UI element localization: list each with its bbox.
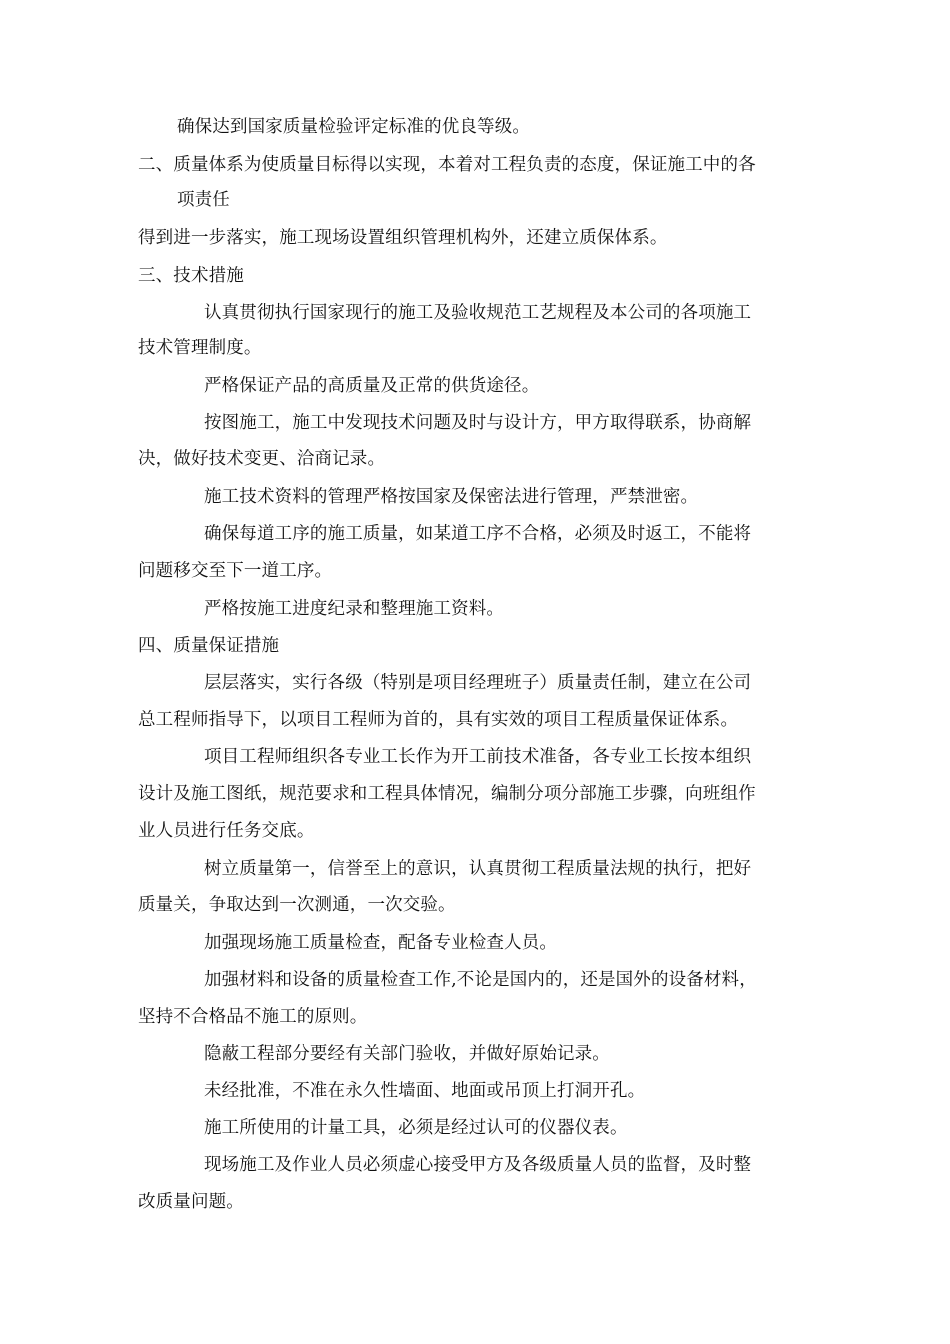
text-line: 改质量问题。 [138, 1192, 244, 1212]
text-line: 技术管理制度。 [138, 338, 262, 358]
text-line: 确保达到国家质量检验评定标准的优良等级。 [177, 117, 530, 137]
text-line: 严格保证产品的高质量及正常的供货途径。 [204, 376, 540, 396]
section-heading-3: 三、技术措施 [138, 266, 244, 286]
text-line: 施工所使用的计量工具，必须是经过认可的仪器仪表。 [204, 1118, 628, 1138]
text-line: 设计及施工图纸，规范要求和工程具体情况，编制分项分部施工步骤，向班组作 [138, 784, 756, 804]
section-heading-4: 四、质量保证措施 [138, 636, 280, 656]
text-line: 现场施工及作业人员必须虚心接受甲方及各级质量人员的监督，及时整 [204, 1155, 752, 1175]
text-line: 问题移交至下一道工序。 [138, 561, 333, 581]
text-line: 层层落实，实行各级（特别是项目经理班子）质量责任制，建立在公司 [204, 673, 752, 693]
text-line: 按图施工，施工中发现技术问题及时与设计方，甲方取得联系，协商解 [204, 413, 752, 433]
section-heading-2: 二、质量体系为使质量目标得以实现，本着对工程负责的态度，保证施工中的各 [138, 155, 756, 175]
text-line: 确保每道工序的施工质量，如某道工序不合格，必须及时返工，不能将 [204, 524, 752, 544]
text-line: 得到进一步落实，施工现场设置组织管理机构外，还建立质保体系。 [138, 228, 668, 248]
text-line: 施工技术资料的管理严格按国家及保密法进行管理，严禁泄密。 [204, 487, 699, 507]
text-line: 未经批准，不准在永久性墙面、地面或吊顶上打洞开孔。 [204, 1081, 646, 1101]
text-line: 隐蔽工程部分要经有关部门验收，并做好原始记录。 [204, 1044, 610, 1064]
text-line: 业人员进行任务交底。 [138, 821, 315, 841]
text-line: 项目工程师组织各专业工长作为开工前技术准备，各专业工长按本组织 [204, 747, 752, 767]
text-line: 树立质量第一，信誉至上的意识，认真贯彻工程质量法规的执行，把好 [204, 859, 752, 879]
text-line: 质量关，争取达到一次测通，一次交验。 [138, 895, 456, 915]
text-line: 坚持不合格品不施工的原则。 [138, 1007, 368, 1027]
text-line: 总工程师指导下，以项目工程师为首的，具有实效的项目工程质量保证体系。 [138, 710, 739, 730]
text-line: 加强材料和设备的质量检查工作,不论是国内的，还是国外的设备材料， [204, 970, 757, 990]
text-line: 决，做好技术变更、洽商记录。 [138, 449, 386, 469]
text-line: 认真贯彻执行国家现行的施工及验收规范工艺规程及本公司的各项施工 [204, 303, 752, 323]
text-line: 严格按施工进度纪录和整理施工资料。 [204, 599, 505, 619]
text-line: 项责任 [177, 190, 230, 210]
text-line: 加强现场施工质量检查，配备专业检查人员。 [204, 933, 557, 953]
